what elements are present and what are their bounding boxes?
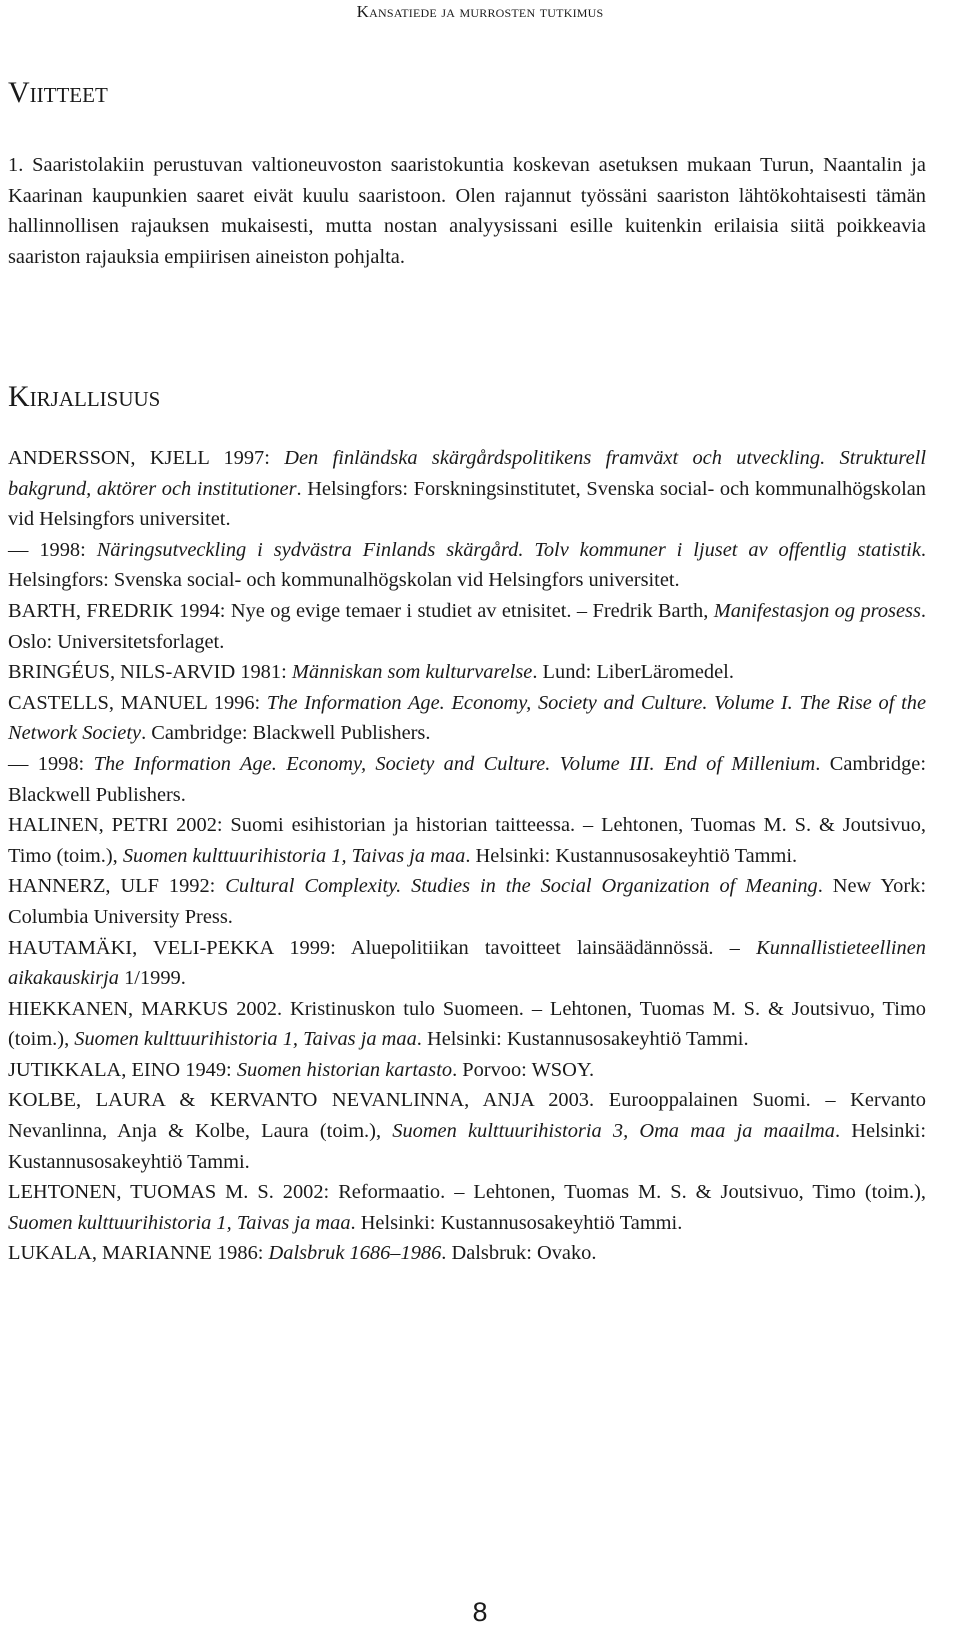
reference-entry: JUTIKKALA, EINO 1949: Suomen historian kartasto. Porvoo: WSOY. <box>8 1058 595 1081</box>
reference-entry: HANNERZ, ULF 1992: Cultural Complexity. Studies in the Social Organization of Meaning. New York: Columbia University Press. <box>8 875 926 928</box>
footnote-1: 1. Saaristolakiin perustuvan valtioneuvoston saaristokuntia koskevan asetuksen mukaan Turun, Naantalin ja Kaarinan kaupunkien saaret eivät kuulu saaristoon. Olen rajannut työssäni saariston lähtökohtaisesti tämän hallinnollisen rajauksen mukaisesti, mutta nostan analyysissani esille kuitenkin erilaisia siitä poikkeavia saariston rajauksia empiirisen aineiston pohjalta. <box>8 154 926 268</box>
notes-heading: Viitteet <box>8 76 108 109</box>
reference-entry: HALINEN, PETRI 2002: Suomi esihistorian ja historian taitteessa. – Lehtonen, Tuomas M. S. & Joutsivuo, Timo (toim.), Suomen kulttuurihistoria 1, Taivas ja maa. Helsinki: Kustannusosakeyhtiö Tammi. <box>8 814 926 867</box>
reference-list <box>8 443 926 1269</box>
reference-entry: KOLBE, LAURA & KERVANTO NEVANLINNA, ANJA 2003. Eurooppalainen Suomi. – Kervanto Nevanlinna, Anja & Kolbe, Laura (toim.), Suomen kulttuurihistoria 3, Oma maa ja maailma. Helsinki: Kustannusosakeyhtiö Tammi. <box>8 1089 926 1173</box>
literature-heading: Kirjallisuus <box>8 380 161 413</box>
reference-entry: LEHTONEN, TUOMAS M. S. 2002: Reformaatio. – Lehtonen, Tuomas M. S. & Joutsivuo, Timo (toim.), Suomen kulttuurihistoria 1, Taivas ja maa. Helsinki: Kustannusosakeyhtiö Tammi. <box>8 1181 926 1234</box>
reference-entry: HIEKKANEN, MARKUS 2002. Kristinuskon tulo Suomeen. – Lehtonen, Tuomas M. S. & Joutsivuo, Timo (toim.), Suomen kulttuurihistoria 1, Taivas ja maa. Helsinki: Kustannusosakeyhtiö Tammi. <box>8 997 926 1051</box>
page-number: 8 <box>472 1597 488 1627</box>
reference-entry: BRINGÉUS, NILS-ARVID 1981: Människan som kulturvarelse. Lund: LiberLäromedel. <box>8 661 734 684</box>
running-head: Kansatiede ja murrosten tutkimus <box>356 2 604 21</box>
reference-entry: HAUTAMÄKI, VELI-PEKKA 1999: Aluepolitiikan tavoitteet lainsäädännössä. – Kunnallistieteellinen aikakauskirja 1/1999. <box>8 936 926 990</box>
reference-entry: ANDERSSON, KJELL 1997: Den finländska skärgårdspolitikens framväxt och utveckling. Strukturell bakgrund, aktörer och institutioner. Helsingfors: Forskningsinstitutet, Svenska social- och kommunalhögskolan vid Helsingfors universitet. <box>8 447 926 531</box>
reference-entry: LUKALA, MARIANNE 1986: Dalsbruk 1686–1986. Dalsbruk: Ovako. <box>8 1242 597 1265</box>
reference-entry: BARTH, FREDRIK 1994: Nye og evige temaer i studiet av etnisitet. – Fredrik Barth, Manifestasjon og prosess. Oslo: Universitetsforlaget. <box>8 599 926 653</box>
reference-entry: — 1998: The Information Age. Economy, Society and Culture. Volume III. End of Millenium. Cambridge: Blackwell Publishers. <box>8 752 926 806</box>
reference-entry: — 1998: Näringsutveckling i sydvästra Finlands skärgård. Tolv kommuner i ljuset av offentlig statistik. Helsingfors: Svenska social- och kommunalhögskolan vid Helsingfors universitet. <box>8 538 926 592</box>
reference-entry: CASTELLS, MANUEL 1996: The Information Age. Economy, Society and Culture. Volume I. The Rise of the Network Society. Cambridge: Blackwell Publishers. <box>8 691 926 745</box>
